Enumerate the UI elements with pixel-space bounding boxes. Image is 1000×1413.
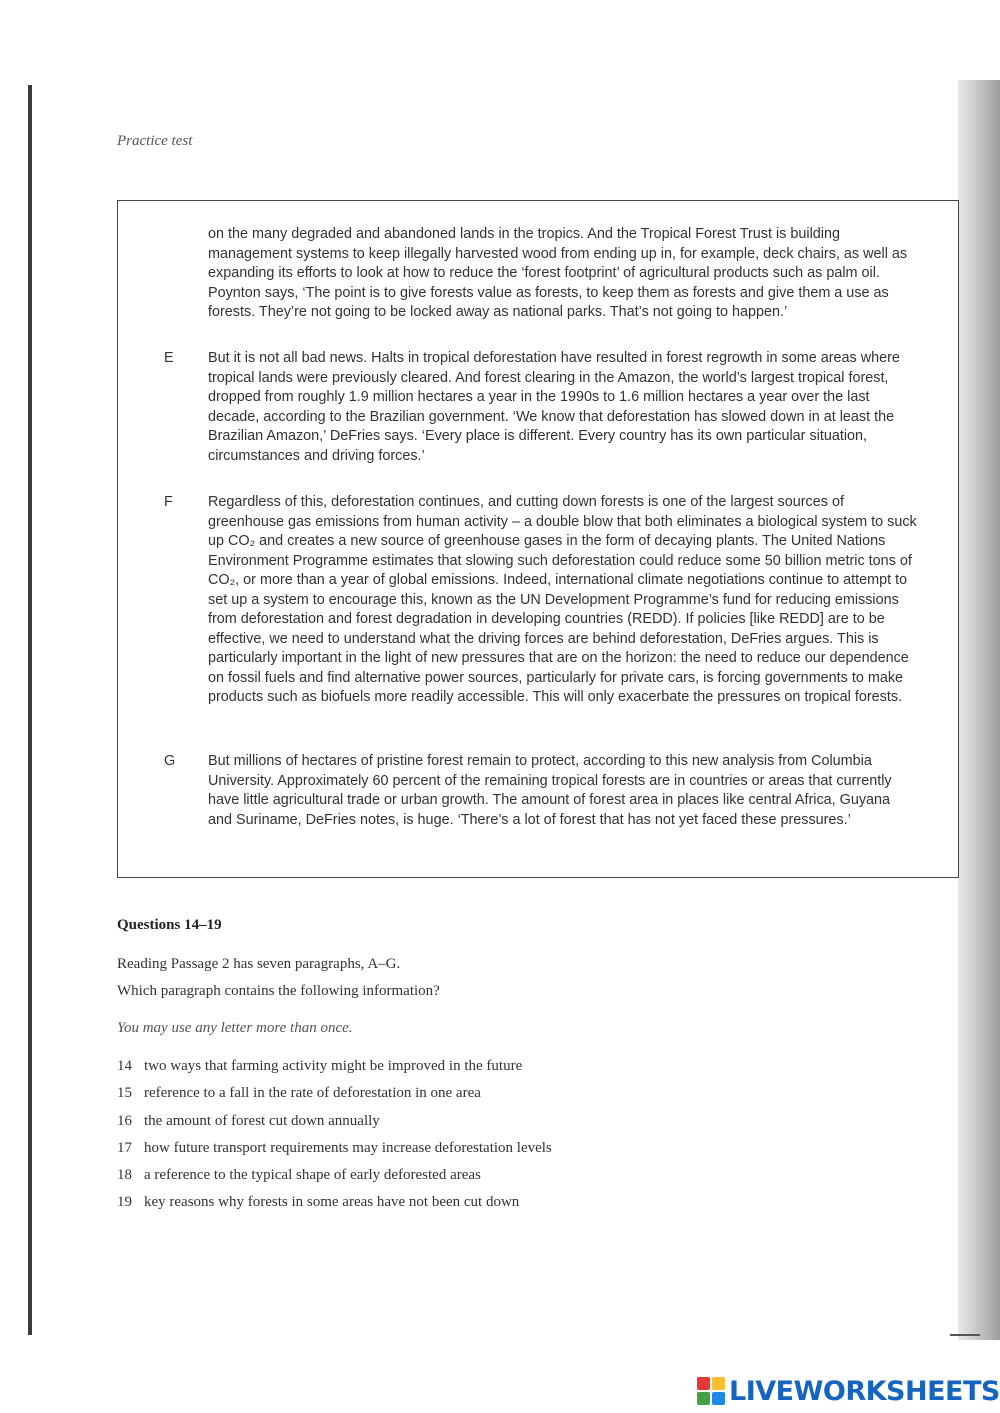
question-item <box>117 1113 552 1140</box>
paragraph-g-text: But millions of hectares of pristine forest remain to protect, according to this new analysis from Columbia University. Approximately 60 percent of the remaining tropical forests are in countries or areas that currently have little agricultural trade or urban growth. The amount of forest area in places like central Africa, Guyana and Suriname, DeFries notes, is huge. ‘There’s a lot of forest that has not yet faced these pressures.’ <box>208 753 892 828</box>
logo-cell-green <box>697 1392 710 1405</box>
question-number: 14 <box>117 1058 132 1074</box>
question-text: the amount of forest cut down annually <box>144 1112 380 1129</box>
logo-cell-yellow <box>712 1377 725 1390</box>
logo-cell-red <box>697 1377 710 1390</box>
question-item <box>117 1058 552 1085</box>
running-head: Practice test <box>117 133 193 149</box>
question-list <box>117 1058 552 1222</box>
paragraph-letter-g: G <box>164 753 176 769</box>
reading-passage-box <box>117 200 959 878</box>
question-item <box>117 1085 552 1112</box>
question-number: 16 <box>117 1112 132 1129</box>
question-number: 15 <box>117 1085 132 1102</box>
question-item <box>117 1167 552 1194</box>
question-text: how future transport requirements may increase deforestation levels <box>144 1139 552 1156</box>
page-left-edge <box>28 85 32 1335</box>
page-right-edge <box>958 80 1000 1340</box>
question-number: 19 <box>117 1194 132 1211</box>
question-text: a reference to the typical shape of early deforested areas <box>144 1167 481 1184</box>
liveworksheets-wordmark: LIVEWORKSHEETS <box>729 1375 1000 1407</box>
questions-instruction-2: Which paragraph contains the following information? <box>117 983 440 999</box>
liveworksheets-brand[interactable] <box>697 1376 1000 1406</box>
passage-intro-paragraph: on the many degraded and abandoned lands in the tropics. And the Tropical Forest Trust is building management systems to keep illegally harvested wood from ending up in, for example, deck chairs, as well as expanding its efforts to look at how to reduce the ‘forest footprint’ of agricultural products such as palm oil. Poynton says, ‘The point is to give forests value as forests, to keep them as forests and give them a use as forests. They’re not going to be locked away as national parks. That’s not going to happen.’ <box>208 226 908 320</box>
question-text: reference to a fall in the rate of deforestation in one area <box>144 1085 481 1102</box>
questions-instruction-1: Reading Passage 2 has seven paragraphs, A–G. <box>117 956 401 972</box>
paragraph-letter-e: E <box>164 350 174 366</box>
question-number: 17 <box>117 1139 132 1156</box>
paragraph-letter-f: F <box>164 494 173 510</box>
question-text: key reasons why forests in some areas have not been cut down <box>144 1194 520 1211</box>
question-item <box>117 1140 552 1167</box>
liveworksheets-logo-icon <box>697 1377 725 1405</box>
paragraph-f-text: Regardless of this, deforestation continues, and cutting down forests is one of the largest sources of greenhouse gas emissions from human activity – a double blow that both eliminates a biological system to suck up CO₂ and creates a new source of greenhouse gases in the form of decaying plants. The United Nations Environment Programme estimates that slowing such deforestation could reduce some 50 billion metric tons of CO₂, or more than a year of global emissions. Indeed, international climate negotiations continue to attempt to set up a system to encourage this, known as the UN Development Programme’s fund for reducing emissions from deforestation and forest degradation in developing countries (REDD). If policies [like REDD] are to be effective, we need to understand what the driving forces are behind deforestation, DeFries argues. This is particularly important in the light of new pressures that are on the horizon: the need to reduce our dependence on fossil fuels and find alternative power sources, particularly for private cars, is forcing governments to make products such as biofuels more readily accessible. This will only exacerbate the pressures on tropical forests. <box>208 494 917 705</box>
question-text: two ways that farming activity might be improved in the future <box>144 1058 523 1074</box>
question-number: 18 <box>117 1167 132 1184</box>
question-item <box>117 1194 552 1221</box>
paragraph-e-text: But it is not all bad news. Halts in tropical deforestation have resulted in forest regrowth in some areas where tropical lands were previously cleared. And forest clearing in the Amazon, the world’s largest tropical forest, dropped from roughly 1.9 million hectares a year in the 1990s to 1.6 million hectares a year over the last decade, according to the Brazilian government. ‘We know that deforestation has slowed down in at least the Brazilian Amazon,’ DeFries says. ‘Every place is different. Every country has its own particular situation, circumstances and driving forces.’ <box>208 350 900 464</box>
questions-note: You may use any letter more than once. <box>117 1020 353 1036</box>
page-bottom-mark <box>950 1334 980 1336</box>
questions-heading: Questions 14–19 <box>117 917 222 933</box>
logo-cell-blue <box>712 1392 725 1405</box>
